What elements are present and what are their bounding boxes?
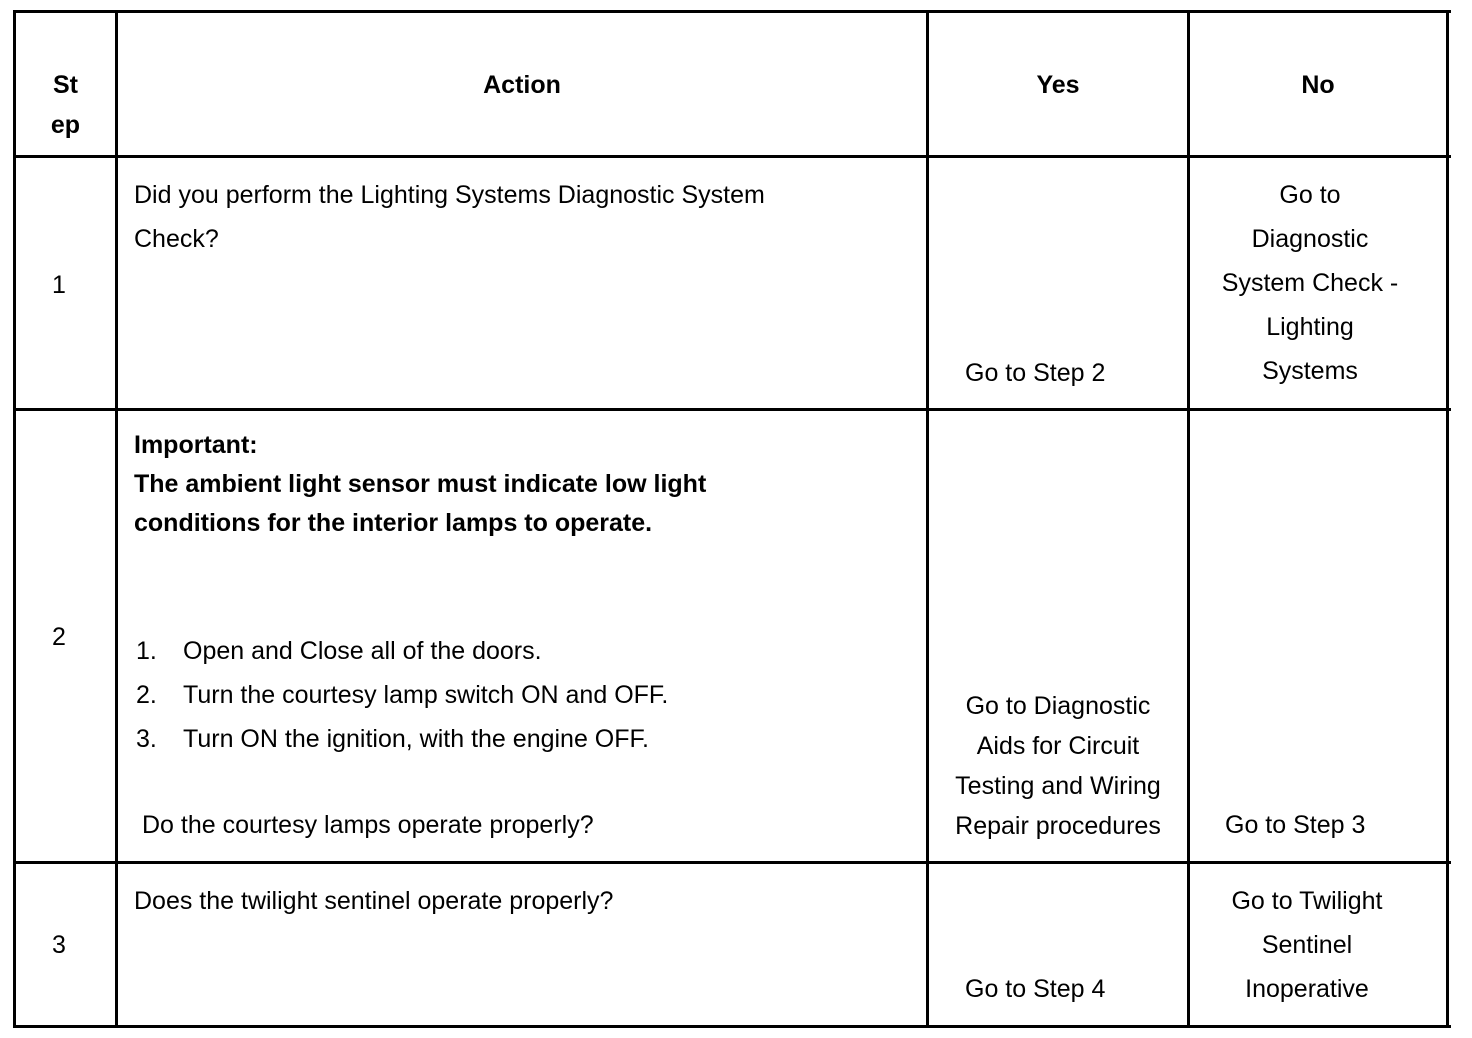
list-item (136, 673, 668, 717)
row1-no-line: Lighting (1266, 313, 1354, 341)
row2-yes-line: Testing and Wiring (955, 772, 1161, 800)
table-border-col2 (926, 10, 929, 1028)
row2-yes-line: Go to Diagnostic (965, 692, 1151, 720)
row3-no-line: Go to Twilight (1231, 887, 1383, 915)
table-border-top (13, 10, 1451, 13)
important-label: Important: (134, 431, 258, 459)
list-item-text: Turn the courtesy lamp switch ON and OFF. (183, 681, 669, 709)
row1-no (1190, 173, 1430, 393)
table-border-row2 (13, 861, 1451, 864)
important-line: The ambient light sensor must indicate low light (134, 470, 707, 498)
row3-no-line: Sentinel (1261, 931, 1353, 959)
row2-question: Do the courtesy lamps operate properly? (142, 811, 594, 839)
list-item (136, 717, 668, 761)
table-border-col3 (1187, 10, 1190, 1028)
row3-step: 3 (52, 931, 66, 959)
list-item (136, 629, 668, 673)
header-no: No (1301, 71, 1335, 99)
row1-no-line: Diagnostic (1251, 225, 1369, 253)
row2-no: Go to Step 3 (1225, 811, 1366, 839)
row1-action (134, 173, 765, 261)
header-action: Action (483, 71, 561, 99)
list-item-number: 2. (136, 681, 157, 709)
table-border-col1 (115, 10, 118, 1028)
table-border-left (13, 10, 16, 1028)
row1-action-line: Check? (134, 225, 219, 253)
row3-action: Does the twilight sentinel operate properly? (134, 887, 614, 915)
row1-action-line: Did you perform the Lighting Systems Diagnostic System (134, 181, 765, 209)
list-item-number: 1. (136, 637, 157, 665)
row1-step: 1 (52, 271, 66, 299)
header-step (16, 65, 115, 145)
row3-no-line: Inoperative (1245, 975, 1369, 1003)
row2-step: 2 (52, 623, 66, 651)
table-border-right (1446, 10, 1449, 1028)
header-yes: Yes (1036, 71, 1080, 99)
row2-steps-list (136, 629, 668, 761)
header-step-line1: St (53, 71, 78, 99)
table-border-row1 (13, 408, 1451, 411)
row1-no-line: Go to (1279, 181, 1341, 209)
row2-yes-line: Aids for Circuit (976, 732, 1140, 760)
table-border-header (13, 155, 1451, 158)
list-item-text: Open and Close all of the doors. (183, 637, 542, 665)
row1-no-line: System Check - (1221, 269, 1399, 297)
row3-yes: Go to Step 4 (965, 975, 1106, 1003)
row2-important (134, 426, 706, 543)
row2-yes (929, 686, 1187, 846)
table-border-bottom (13, 1025, 1451, 1028)
row2-yes-line: Repair procedures (955, 812, 1161, 840)
list-item-number: 3. (136, 725, 157, 753)
row1-no-line: Systems (1262, 357, 1358, 385)
row3-no (1190, 879, 1424, 1011)
header-step-line2: ep (50, 111, 81, 139)
row1-yes: Go to Step 2 (965, 359, 1106, 387)
important-line: conditions for the interior lamps to operate. (134, 509, 653, 537)
list-item-text: Turn ON the ignition, with the engine OFF. (183, 725, 649, 753)
